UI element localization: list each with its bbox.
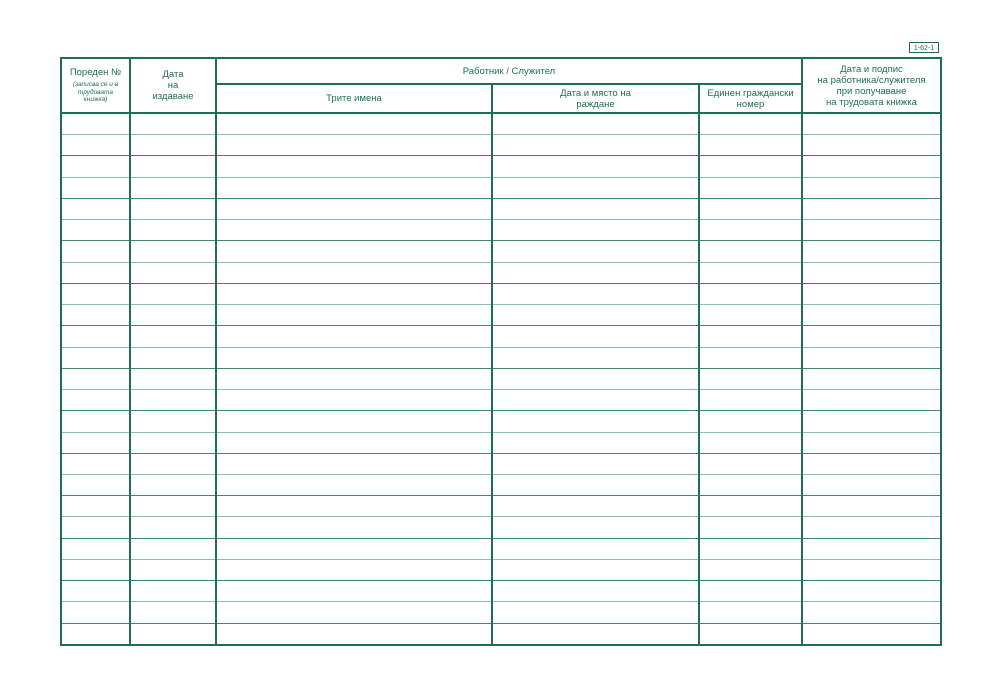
- cell-serial-number: [61, 241, 130, 262]
- cell-birth-date-place: [492, 283, 699, 304]
- table-row: [61, 198, 941, 219]
- table-row: [61, 581, 941, 602]
- cell-full-name: [216, 432, 492, 453]
- cell-issue-date: [130, 220, 216, 241]
- cell-serial-number: [61, 453, 130, 474]
- cell-serial-number: [61, 283, 130, 304]
- cell-full-name: [216, 156, 492, 177]
- header-egn: Единен граждански номер: [699, 84, 802, 113]
- cell-receipt-signature: [802, 220, 941, 241]
- cell-serial-number: [61, 411, 130, 432]
- table-row: [61, 113, 941, 135]
- cell-issue-date: [130, 538, 216, 559]
- table-row: [61, 602, 941, 623]
- cell-issue-date: [130, 517, 216, 538]
- cell-serial-number: [61, 262, 130, 283]
- header-birth-date-place: Дата и място на раждане: [492, 84, 699, 113]
- cell-egn: [699, 581, 802, 602]
- cell-receipt-signature: [802, 241, 941, 262]
- cell-birth-date-place: [492, 390, 699, 411]
- cell-issue-date: [130, 262, 216, 283]
- cell-full-name: [216, 135, 492, 156]
- table-row: [61, 496, 941, 517]
- cell-birth-date-place: [492, 453, 699, 474]
- table-row: [61, 326, 941, 347]
- cell-serial-number: [61, 559, 130, 580]
- cell-birth-date-place: [492, 135, 699, 156]
- table-row: [61, 262, 941, 283]
- cell-issue-date: [130, 305, 216, 326]
- cell-receipt-signature: [802, 198, 941, 219]
- table-row: [61, 475, 941, 496]
- cell-egn: [699, 177, 802, 198]
- cell-full-name: [216, 581, 492, 602]
- cell-birth-date-place: [492, 156, 699, 177]
- table-row: [61, 220, 941, 241]
- cell-full-name: [216, 262, 492, 283]
- cell-issue-date: [130, 559, 216, 580]
- form-code-label: 1-62-1: [909, 42, 939, 53]
- header-serial-number-note: (записва се и в трудовата книжка): [72, 81, 119, 104]
- cell-issue-date: [130, 390, 216, 411]
- cell-birth-date-place: [492, 559, 699, 580]
- cell-issue-date: [130, 177, 216, 198]
- cell-egn: [699, 411, 802, 432]
- cell-issue-date: [130, 581, 216, 602]
- cell-full-name: [216, 390, 492, 411]
- cell-serial-number: [61, 156, 130, 177]
- cell-serial-number: [61, 390, 130, 411]
- cell-full-name: [216, 326, 492, 347]
- table-row: [61, 241, 941, 262]
- cell-full-name: [216, 623, 492, 645]
- cell-issue-date: [130, 135, 216, 156]
- table-row: [61, 453, 941, 474]
- cell-serial-number: [61, 198, 130, 219]
- cell-serial-number: [61, 623, 130, 645]
- cell-serial-number: [61, 326, 130, 347]
- cell-egn: [699, 453, 802, 474]
- register-body: [61, 113, 941, 645]
- cell-birth-date-place: [492, 368, 699, 389]
- cell-birth-date-place: [492, 305, 699, 326]
- cell-full-name: [216, 305, 492, 326]
- cell-egn: [699, 496, 802, 517]
- cell-serial-number: [61, 581, 130, 602]
- table-row: [61, 177, 941, 198]
- cell-birth-date-place: [492, 177, 699, 198]
- cell-egn: [699, 538, 802, 559]
- cell-receipt-signature: [802, 283, 941, 304]
- cell-birth-date-place: [492, 262, 699, 283]
- cell-receipt-signature: [802, 135, 941, 156]
- cell-birth-date-place: [492, 198, 699, 219]
- cell-egn: [699, 432, 802, 453]
- cell-egn: [699, 517, 802, 538]
- cell-full-name: [216, 453, 492, 474]
- cell-birth-date-place: [492, 326, 699, 347]
- table-row: [61, 283, 941, 304]
- cell-full-name: [216, 113, 492, 135]
- table-row: [61, 623, 941, 645]
- employment-book-register-table: [60, 57, 942, 646]
- cell-egn: [699, 368, 802, 389]
- cell-egn: [699, 390, 802, 411]
- cell-issue-date: [130, 347, 216, 368]
- cell-egn: [699, 559, 802, 580]
- cell-serial-number: [61, 496, 130, 517]
- cell-birth-date-place: [492, 581, 699, 602]
- cell-serial-number: [61, 368, 130, 389]
- cell-egn: [699, 262, 802, 283]
- cell-issue-date: [130, 283, 216, 304]
- cell-receipt-signature: [802, 496, 941, 517]
- cell-birth-date-place: [492, 602, 699, 623]
- cell-receipt-signature: [802, 177, 941, 198]
- cell-receipt-signature: [802, 262, 941, 283]
- table-row: [61, 347, 941, 368]
- cell-birth-date-place: [492, 411, 699, 432]
- cell-birth-date-place: [492, 538, 699, 559]
- cell-serial-number: [61, 177, 130, 198]
- table-row: [61, 156, 941, 177]
- cell-issue-date: [130, 241, 216, 262]
- cell-serial-number: [61, 113, 130, 135]
- cell-full-name: [216, 220, 492, 241]
- cell-serial-number: [61, 135, 130, 156]
- cell-birth-date-place: [492, 347, 699, 368]
- cell-full-name: [216, 559, 492, 580]
- table-row: [61, 538, 941, 559]
- header-serial-number: [61, 58, 130, 113]
- header-full-name: Трите имена: [216, 84, 492, 113]
- cell-issue-date: [130, 475, 216, 496]
- cell-egn: [699, 156, 802, 177]
- cell-birth-date-place: [492, 432, 699, 453]
- cell-receipt-signature: [802, 559, 941, 580]
- cell-full-name: [216, 177, 492, 198]
- cell-birth-date-place: [492, 241, 699, 262]
- cell-issue-date: [130, 432, 216, 453]
- cell-full-name: [216, 538, 492, 559]
- cell-egn: [699, 475, 802, 496]
- table-row: [61, 305, 941, 326]
- cell-issue-date: [130, 326, 216, 347]
- cell-issue-date: [130, 411, 216, 432]
- cell-egn: [699, 283, 802, 304]
- cell-serial-number: [61, 305, 130, 326]
- cell-egn: [699, 602, 802, 623]
- cell-birth-date-place: [492, 496, 699, 517]
- cell-issue-date: [130, 198, 216, 219]
- cell-serial-number: [61, 538, 130, 559]
- cell-receipt-signature: [802, 411, 941, 432]
- cell-egn: [699, 241, 802, 262]
- cell-receipt-signature: [802, 113, 941, 135]
- cell-issue-date: [130, 602, 216, 623]
- cell-serial-number: [61, 432, 130, 453]
- header-employee-group: Работник / Служител: [216, 58, 802, 84]
- cell-egn: [699, 305, 802, 326]
- cell-birth-date-place: [492, 475, 699, 496]
- cell-birth-date-place: [492, 517, 699, 538]
- cell-issue-date: [130, 453, 216, 474]
- table-row: [61, 559, 941, 580]
- cell-egn: [699, 135, 802, 156]
- cell-receipt-signature: [802, 305, 941, 326]
- cell-egn: [699, 113, 802, 135]
- cell-full-name: [216, 475, 492, 496]
- table-row: [61, 411, 941, 432]
- cell-receipt-signature: [802, 538, 941, 559]
- cell-issue-date: [130, 113, 216, 135]
- cell-full-name: [216, 411, 492, 432]
- cell-egn: [699, 326, 802, 347]
- cell-issue-date: [130, 623, 216, 645]
- cell-egn: [699, 198, 802, 219]
- cell-receipt-signature: [802, 475, 941, 496]
- header-receipt-signature: Дата и подпис на работника/служителя при получаване на трудовата книжка: [802, 58, 941, 113]
- cell-serial-number: [61, 475, 130, 496]
- cell-issue-date: [130, 156, 216, 177]
- cell-serial-number: [61, 602, 130, 623]
- cell-full-name: [216, 368, 492, 389]
- cell-full-name: [216, 517, 492, 538]
- cell-receipt-signature: [802, 432, 941, 453]
- cell-egn: [699, 347, 802, 368]
- cell-issue-date: [130, 496, 216, 517]
- cell-issue-date: [130, 368, 216, 389]
- cell-receipt-signature: [802, 453, 941, 474]
- cell-receipt-signature: [802, 390, 941, 411]
- cell-serial-number: [61, 220, 130, 241]
- cell-egn: [699, 220, 802, 241]
- table-row: [61, 368, 941, 389]
- cell-full-name: [216, 347, 492, 368]
- cell-receipt-signature: [802, 368, 941, 389]
- cell-birth-date-place: [492, 220, 699, 241]
- cell-receipt-signature: [802, 326, 941, 347]
- cell-receipt-signature: [802, 347, 941, 368]
- cell-serial-number: [61, 347, 130, 368]
- table-row: [61, 390, 941, 411]
- cell-full-name: [216, 602, 492, 623]
- cell-receipt-signature: [802, 156, 941, 177]
- cell-birth-date-place: [492, 113, 699, 135]
- cell-receipt-signature: [802, 517, 941, 538]
- table-row: [61, 432, 941, 453]
- cell-receipt-signature: [802, 602, 941, 623]
- cell-full-name: [216, 283, 492, 304]
- cell-receipt-signature: [802, 623, 941, 645]
- header-serial-number-label: Пореден №: [69, 67, 122, 79]
- cell-full-name: [216, 241, 492, 262]
- cell-full-name: [216, 496, 492, 517]
- cell-birth-date-place: [492, 623, 699, 645]
- cell-receipt-signature: [802, 581, 941, 602]
- table-row: [61, 135, 941, 156]
- cell-serial-number: [61, 517, 130, 538]
- cell-egn: [699, 623, 802, 645]
- cell-full-name: [216, 198, 492, 219]
- table-row: [61, 517, 941, 538]
- header-issue-date: Дата на издаване: [130, 58, 216, 113]
